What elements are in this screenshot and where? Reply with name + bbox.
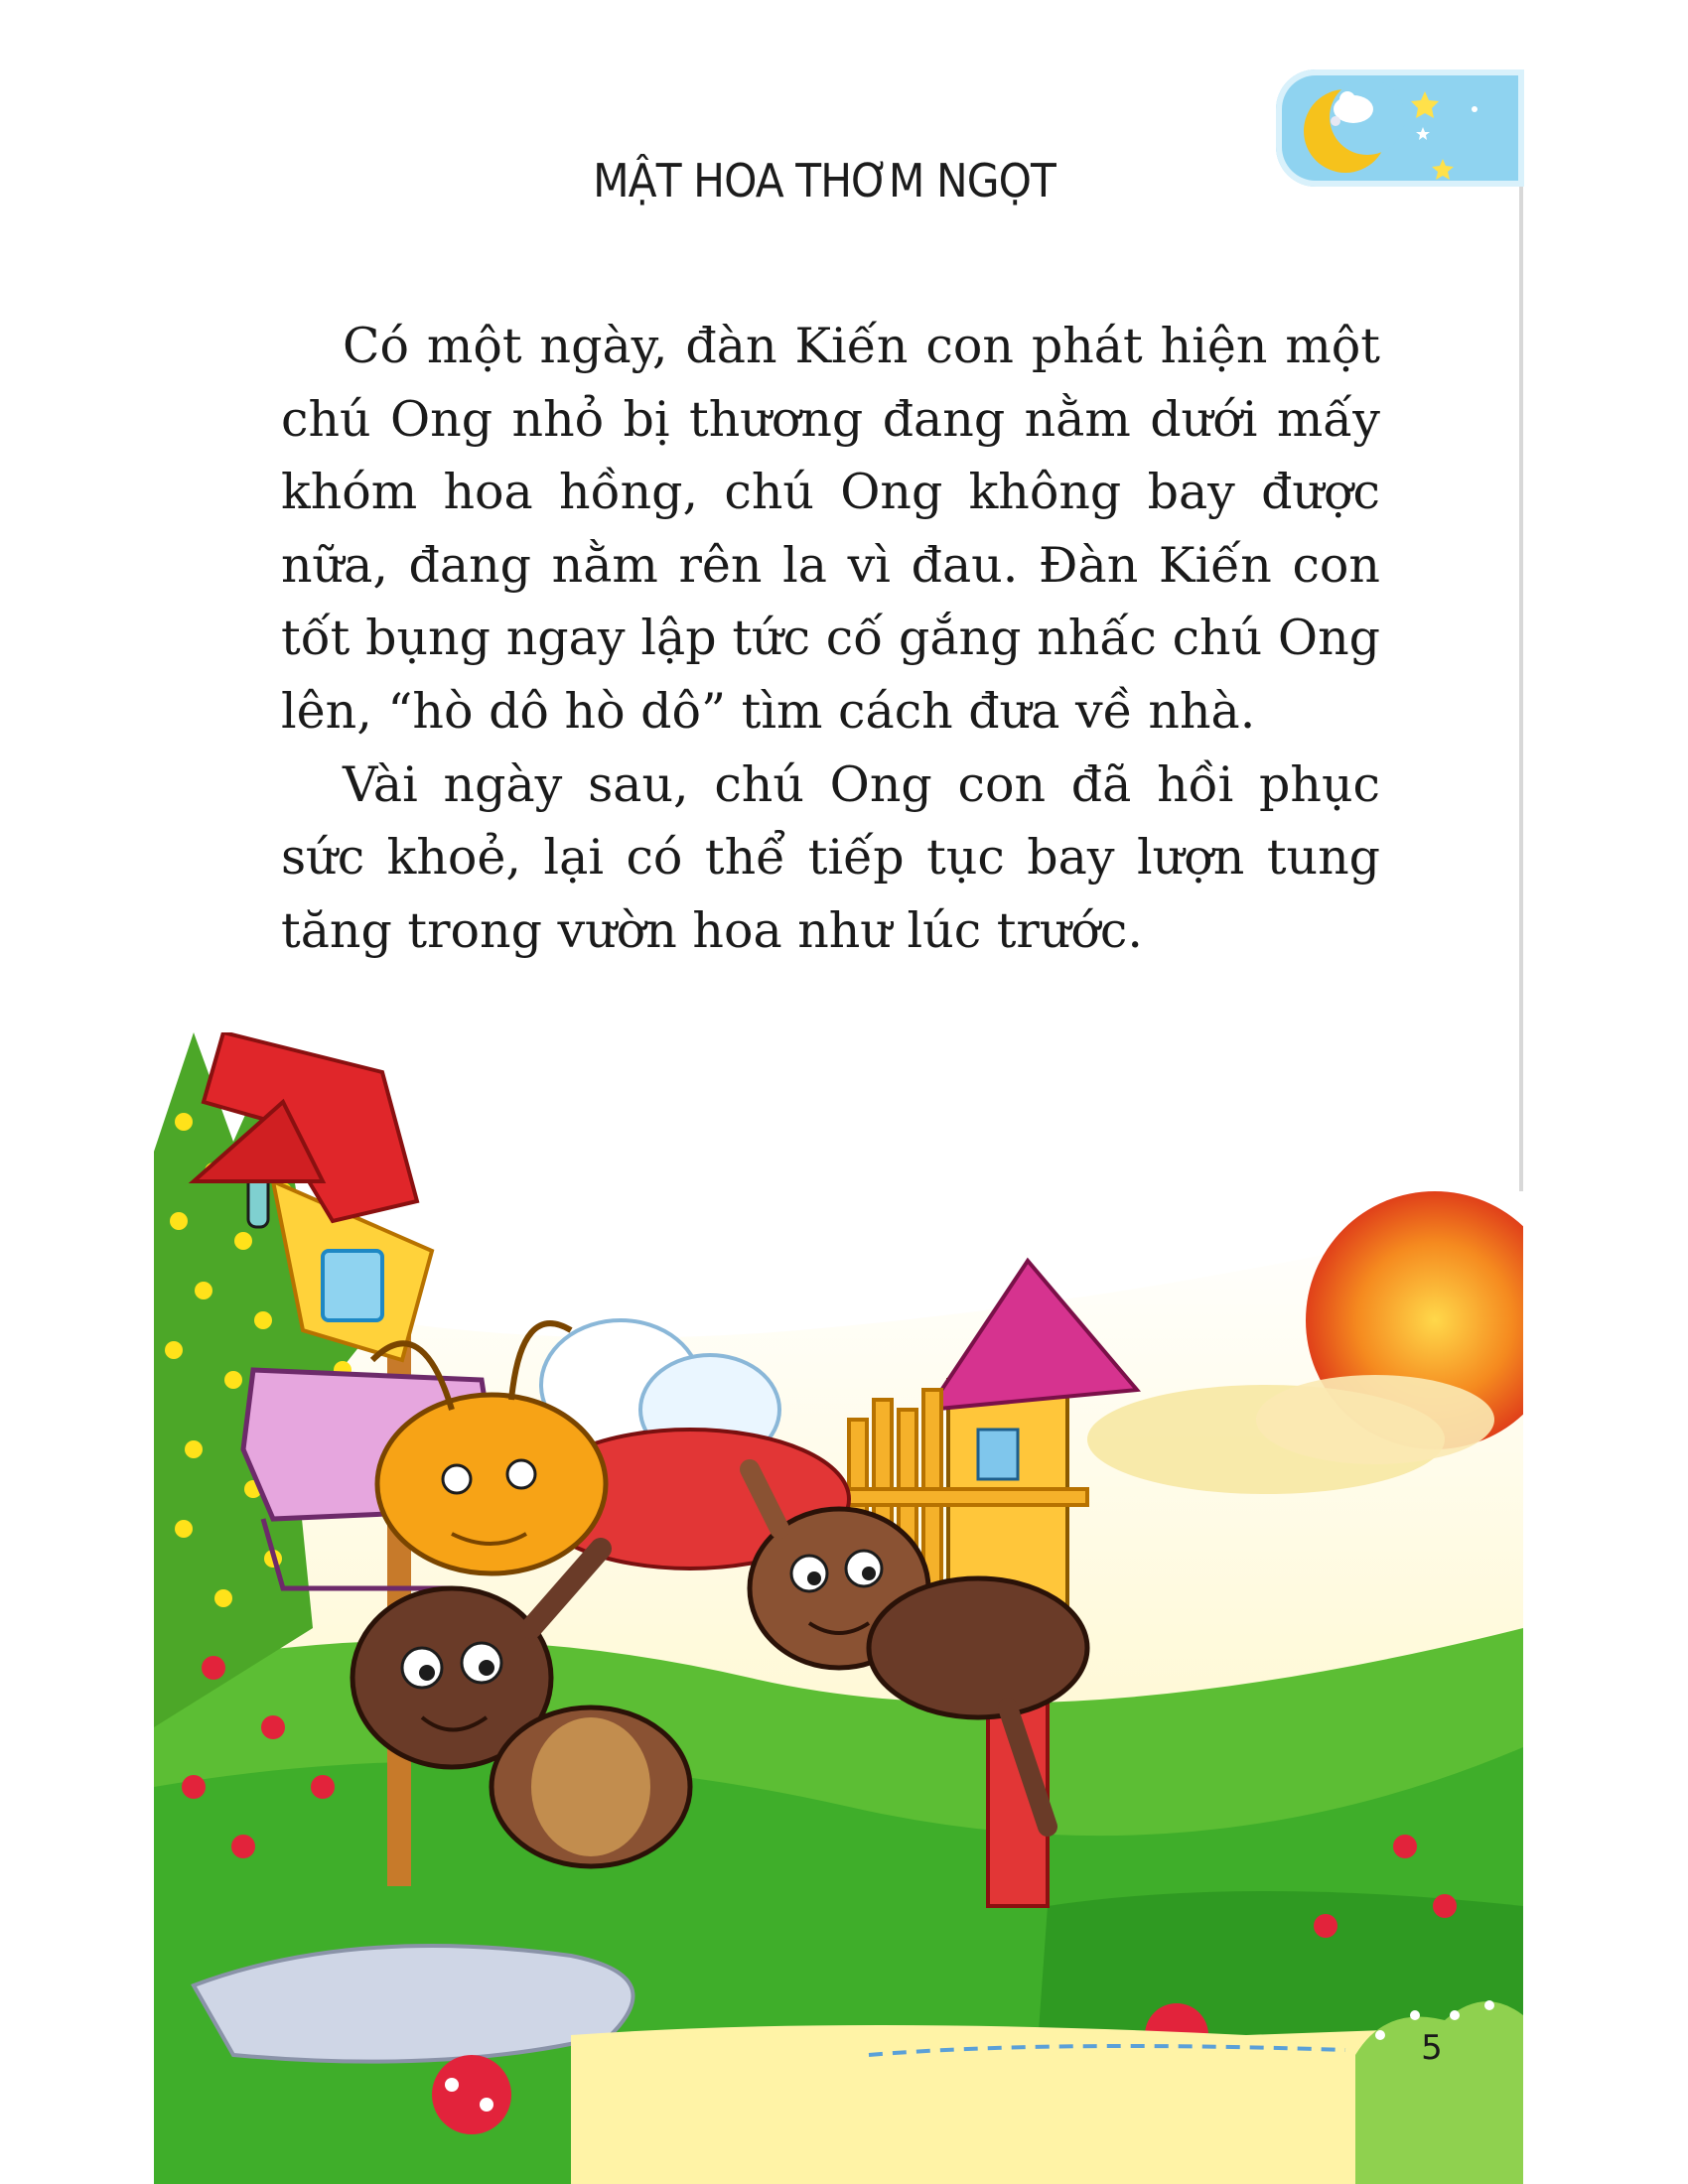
- story-paragraph-2: Vài ngày sau, chú Ong con đã hồi phục sức khoẻ, lại có thể tiếp tục bay lượn tung tăng trong vườn hoa như lúc trước.: [281, 755, 1380, 959]
- page-edge-strip: [1519, 69, 1523, 1191]
- story-title: MẬT HOA THƠM NGỌT: [593, 154, 1055, 207]
- ants-carrying-bee-illustration: [154, 1032, 1523, 2184]
- story-text: [281, 310, 1380, 967]
- story-paragraph-1: Có một ngày, đàn Kiến con phát hiện một chú Ong nhỏ bị thương đang nằm dưới mấy khóm hoa hồng, chú Ong không bay được nữa, đang nằm rên la vì đau. Đàn Kiến con tốt bụng ngay lập tức cố gắng nhấc chú Ong lên, “hò dô hò dô” tìm cách đưa về nhà.: [281, 318, 1380, 740]
- page-number: 5: [1421, 2028, 1443, 2068]
